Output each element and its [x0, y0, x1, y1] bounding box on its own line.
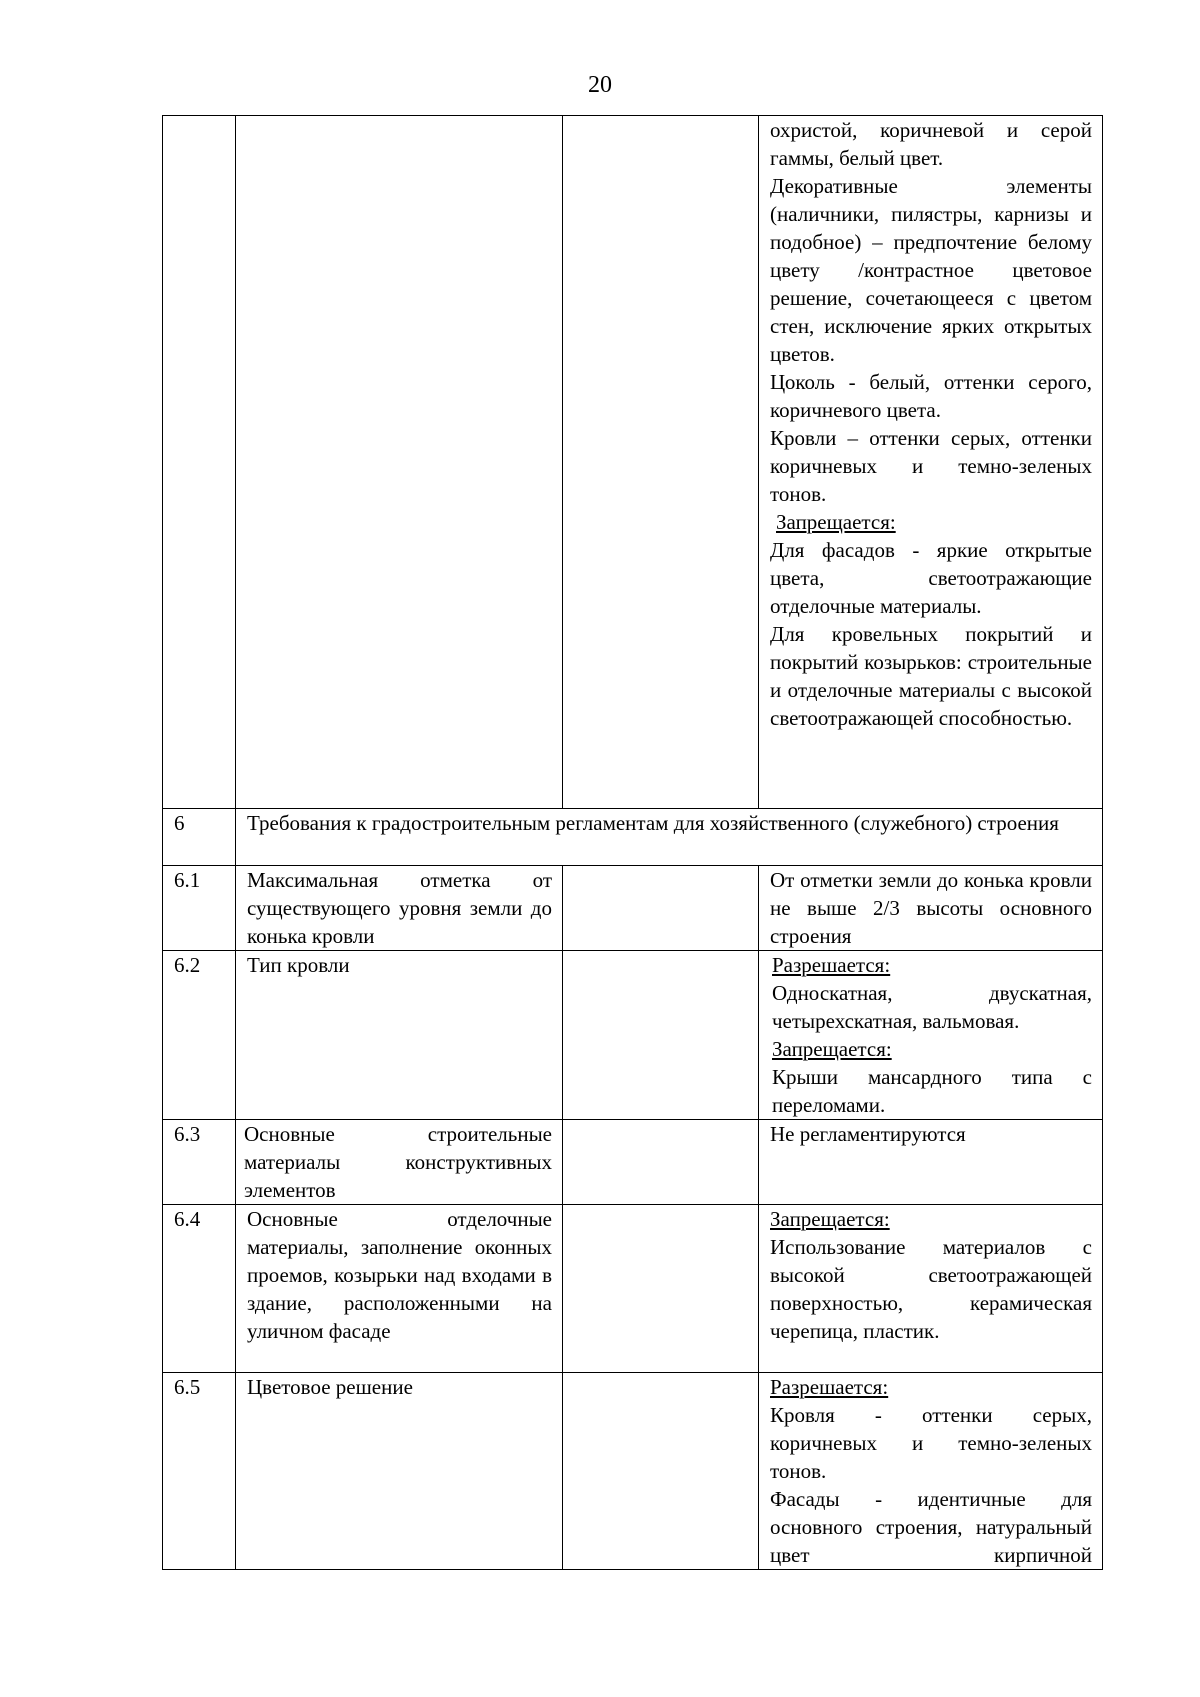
allowed-heading: Разрешается: [770, 1375, 889, 1399]
text-paragraph: Цоколь - белый, оттенки серого, коричневого цвета. [770, 370, 1092, 422]
cell-empty [563, 951, 759, 1120]
table-row-6-3 [163, 1120, 1103, 1205]
cell-empty [563, 1120, 759, 1205]
table-row-6-5 [163, 1373, 1103, 1570]
regulations-table [162, 115, 1103, 1570]
table-row-6-1 [163, 866, 1103, 951]
cell-value [759, 951, 1103, 1120]
cell-num: 6.1 [163, 866, 236, 951]
text-paragraph: Кровля - оттенки серых, коричневых и темно-зеленых тонов. [770, 1403, 1092, 1483]
text-paragraph: охристой, коричневой и серой гаммы, белый цвет. [770, 118, 1092, 170]
text-paragraph: Односкатная, двускатная, четырехскатная, вальмовая. [772, 981, 1092, 1033]
cell-num [163, 116, 236, 809]
text-paragraph: Для фасадов - яркие открытые цвета, светоотражающие отделочные материалы. [770, 538, 1092, 618]
table-row-6-4 [163, 1205, 1103, 1373]
cell-num: 6.2 [163, 951, 236, 1120]
cell-name: Основные строительные материалы конструктивных элементов [236, 1120, 563, 1205]
forbidden-heading: Запрещается: [770, 1207, 890, 1231]
cell-value [759, 1205, 1103, 1373]
forbidden-heading: Запрещается: [772, 1037, 892, 1061]
cell-num: 6 [163, 809, 236, 866]
cell-value: Не регламентируются [759, 1120, 1103, 1205]
cell-value: От отметки земли до конька кровли не выше 2/3 высоты основного строения [759, 866, 1103, 951]
cell-value [759, 1373, 1103, 1570]
cell-requirements [759, 116, 1103, 809]
text-paragraph: Фасады - идентичные для основного строения, натуральный цвет кирпичной [770, 1487, 1092, 1567]
text-paragraph: Декоративные элементы (наличники, пилястры, карнизы и подобное) – предпочтение белому цвету /контрастное цветовое решение, сочетающееся с цветом стен, исключение ярких открытых цветов. [770, 174, 1092, 366]
cell-empty [563, 866, 759, 951]
forbidden-heading: Запрещается: [776, 510, 896, 534]
section-title: Требования к градостроительным регламентам для хозяйственного (служебного) строения [236, 809, 1103, 866]
cell-name: Тип кровли [236, 951, 563, 1120]
cell-name [236, 116, 563, 809]
cell-name: Цветовое решение [236, 1373, 563, 1570]
cell-num: 6.4 [163, 1205, 236, 1373]
table-row-continuation [163, 116, 1103, 809]
cell-empty [563, 116, 759, 809]
text-paragraph: Для кровельных покрытий и покрытий козырьков: строительные и отделочные материалы с высокой светоотражающей способностью. [770, 622, 1092, 730]
text-paragraph: Крыши мансардного типа с переломами. [772, 1065, 1092, 1117]
table-row-section-6 [163, 809, 1103, 866]
allowed-heading: Разрешается: [772, 953, 891, 977]
text-paragraph: Кровли – оттенки серых, оттенки коричневых и темно-зеленых тонов. [770, 426, 1092, 506]
cell-num: 6.3 [163, 1120, 236, 1205]
cell-empty [563, 1205, 759, 1373]
page-number: 20 [588, 72, 612, 98]
cell-empty [563, 1373, 759, 1570]
cell-name: Основные отделочные материалы, заполнение оконных проемов, козырьки над входами в здание, расположенными на уличном фасаде [236, 1205, 563, 1373]
text-paragraph: Использование материалов с высокой светоотражающей поверхностью, керамическая черепица, пластик. [770, 1235, 1092, 1343]
cell-name: Максимальная отметка от существующего уровня земли до конька кровли [236, 866, 563, 951]
table-row-6-2 [163, 951, 1103, 1120]
cell-num: 6.5 [163, 1373, 236, 1570]
